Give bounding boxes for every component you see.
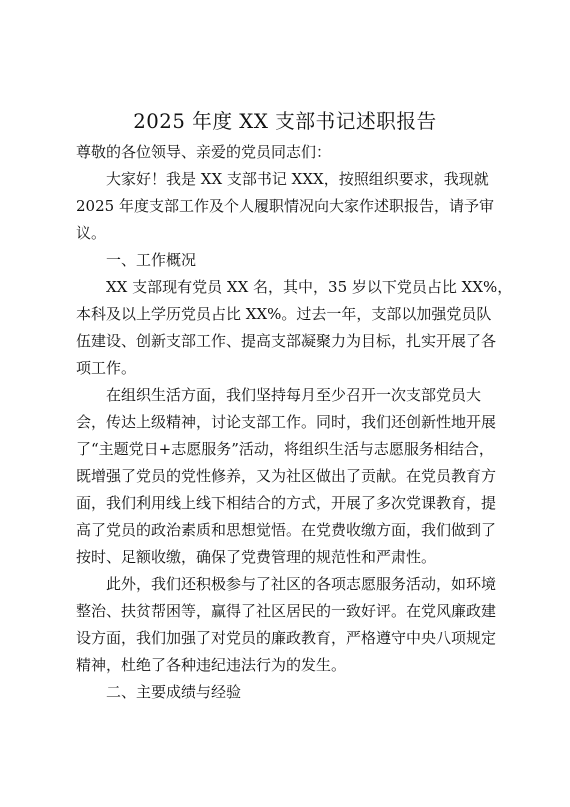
body-line: 议。 bbox=[76, 224, 107, 242]
body-line: 设方面，我们加强了对党员的廉政教育，严格遵守中央八项规定 bbox=[76, 629, 497, 647]
body-line: 本科及以上学历党员占比 XX%。过去一年，支部以加强党员队 bbox=[76, 305, 492, 323]
body-line: 项工作。 bbox=[76, 359, 137, 377]
body-line: 精神，杜绝了各种违纪违法行为的发生。 bbox=[76, 656, 347, 674]
body-line: 整治、扶贫帮困等，赢得了社区居民的一致好评。在党风廉政建 bbox=[76, 602, 497, 620]
body-line: 在组织生活方面，我们坚持每月至少召开一次支部党员大 bbox=[106, 386, 482, 404]
body-line: 此外，我们还积极参与了社区的各项志愿服务活动，如环境 bbox=[106, 575, 497, 593]
document-title: 2025 年度 XX 支部书记述职报告 bbox=[133, 110, 437, 133]
body-line: 既增强了党员的党性修养，又为社区做出了贡献。在党员教育方 bbox=[76, 467, 497, 485]
body-line: XX 支部现有党员 XX 名，其中，35 岁以下党员占比 XX%， bbox=[106, 278, 513, 296]
body-line: 高了党员的政治素质和思想觉悟。在党费收缴方面，我们做到了 bbox=[76, 521, 497, 539]
body-line: 伍建设、创新支部工作、提高支部凝聚力为目标，扎实开展了各 bbox=[76, 332, 497, 350]
body-line: 2025 年度支部工作及个人履职情况向大家作述职报告，请予审 bbox=[76, 197, 494, 215]
salutation-line: 尊敬的各位领导、亲爱的党员同志们： bbox=[76, 143, 332, 161]
body-line: 大家好！我是 XX 支部书记 XXX，按照组织要求，我现就 bbox=[106, 170, 489, 188]
body-line: 按时、足额收缴，确保了党费管理的规范性和严肃性。 bbox=[76, 548, 437, 566]
body-line: 了“主题党日+志愿服务”活动，将组织生活与志愿服务相结合， bbox=[76, 440, 494, 458]
section-heading: 二、主要成绩与经验 bbox=[106, 683, 242, 701]
section-heading: 一、工作概况 bbox=[106, 251, 197, 269]
body-line: 会，传达上级精神，讨论支部工作。同时，我们还创新性地开展 bbox=[76, 413, 497, 431]
body-line: 面，我们利用线上线下相结合的方式，开展了多次党课教育，提 bbox=[76, 494, 497, 512]
